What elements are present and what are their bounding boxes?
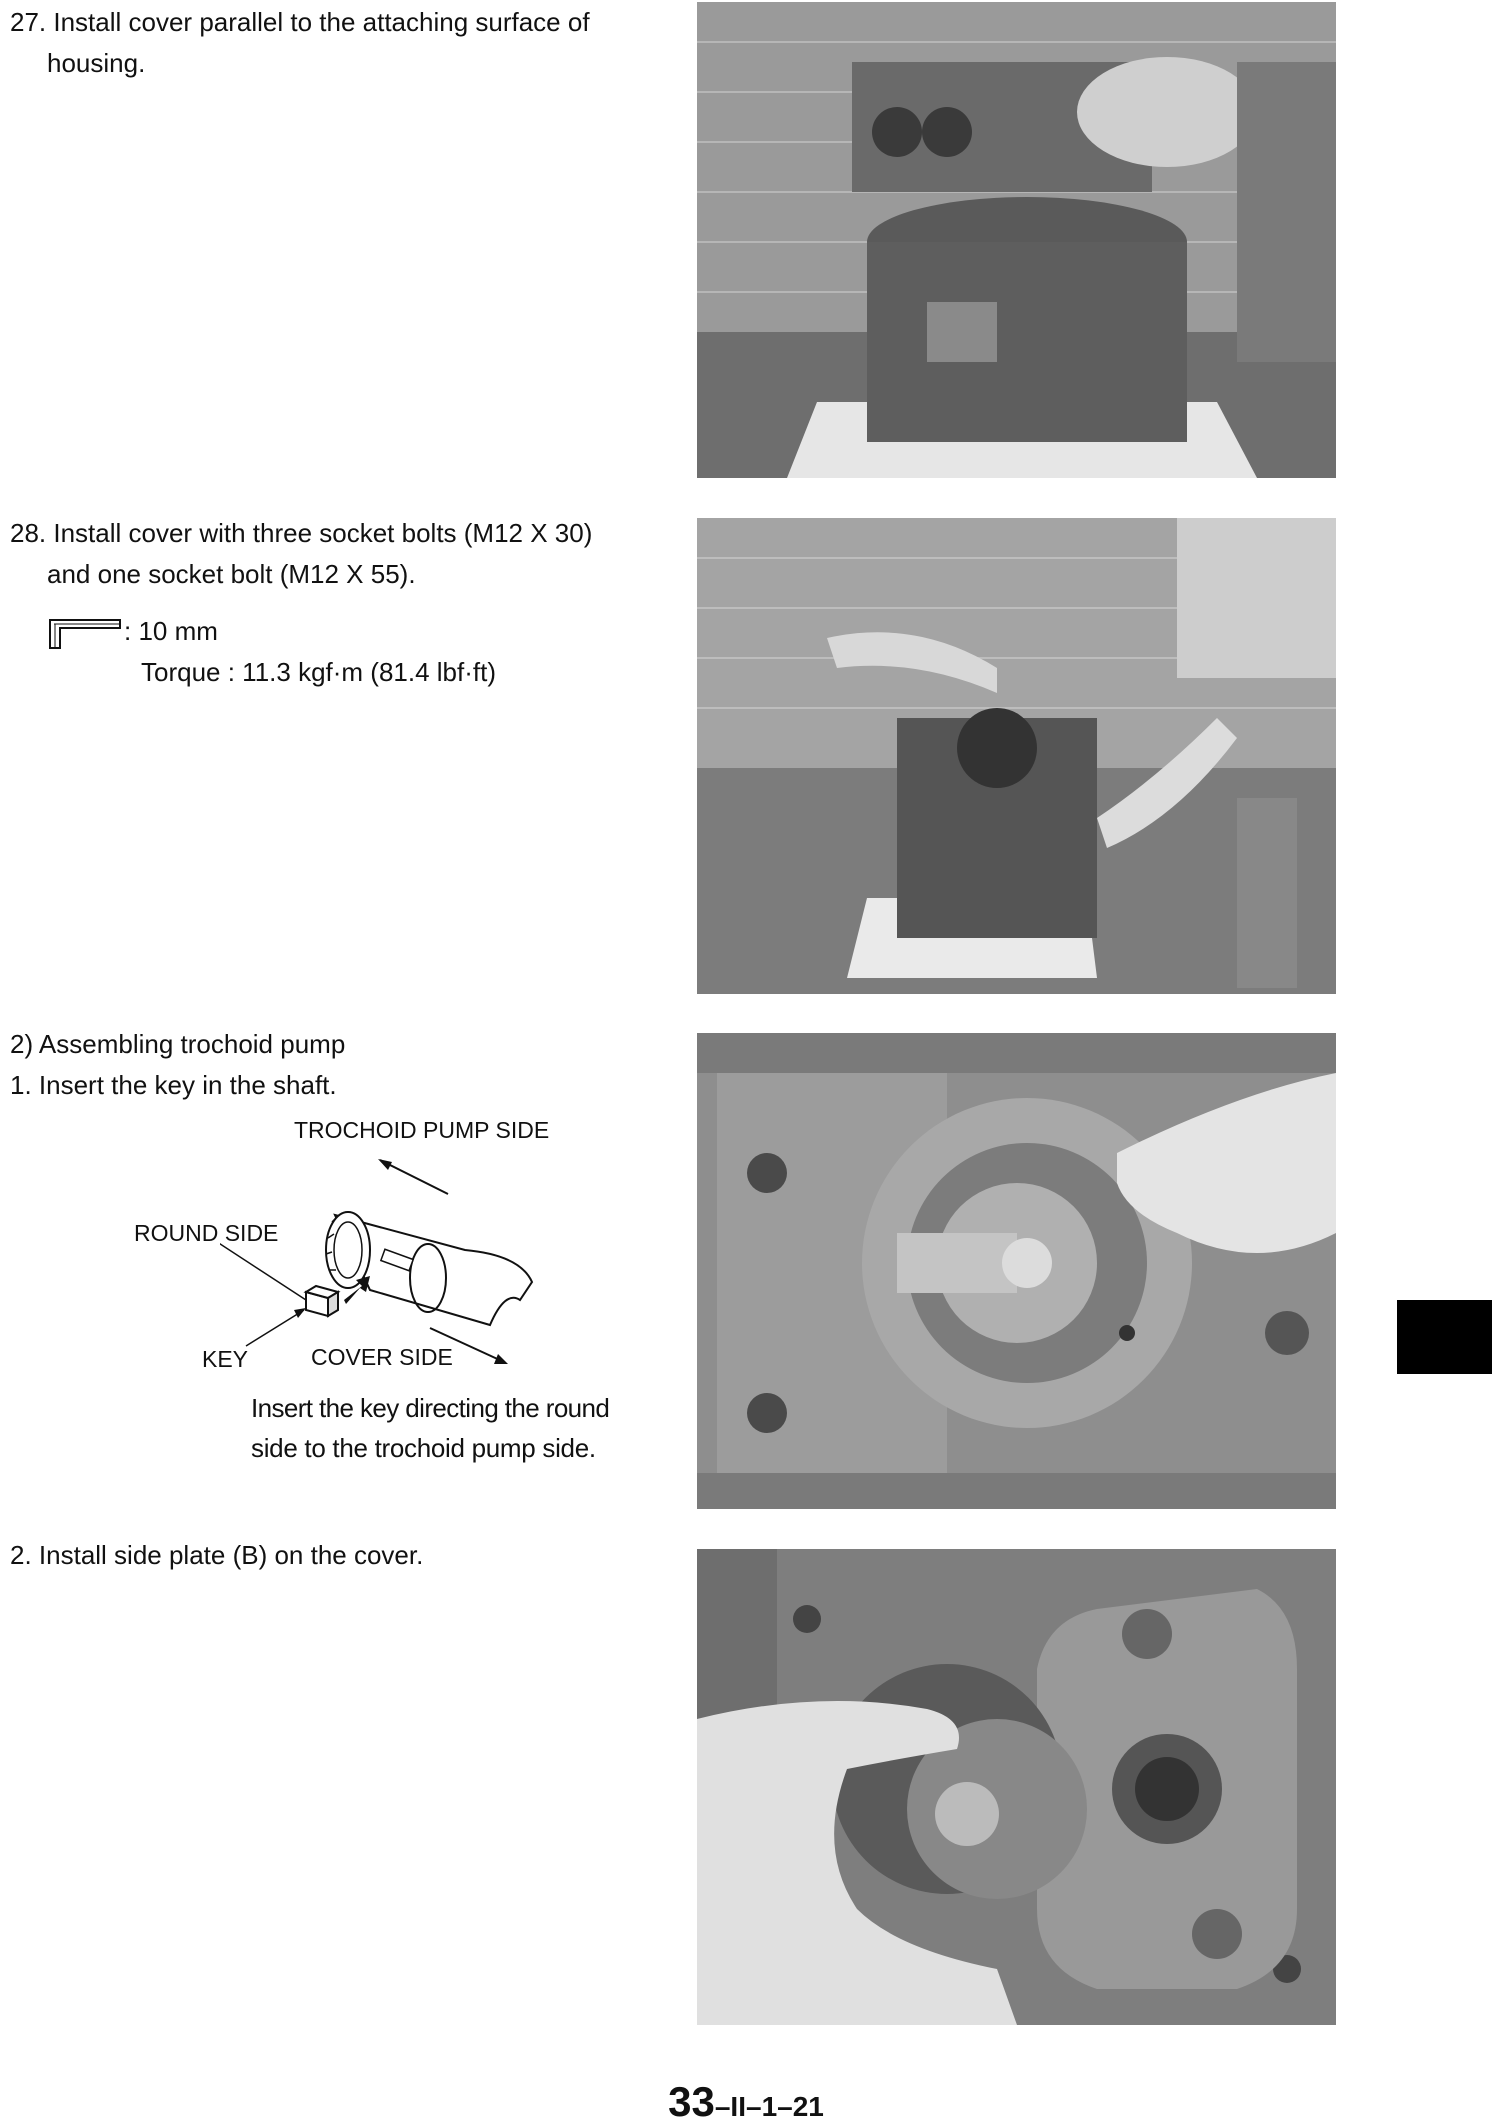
step-28-line1: 28. Install cover with three socket bolts (M12 X 30) <box>10 518 593 548</box>
step-27-line1: 27. Install cover parallel to the attaching surface of <box>10 7 590 37</box>
section-number: 33 <box>668 2078 715 2125</box>
photo-icon <box>697 518 1336 994</box>
key-label: KEY <box>202 1346 249 1372</box>
photo-insert-key-shaft <box>697 1033 1336 1509</box>
key-note-line2: side to the trochoid pump side. <box>251 1433 596 1463</box>
step-27-line2: housing. <box>47 48 146 78</box>
cover-side-label: COVER SIDE <box>311 1344 453 1370</box>
photo-install-socket-bolts <box>697 518 1336 994</box>
trochoid-step-1: 1. Insert the key in the shaft. <box>10 1070 337 1100</box>
key-note-line1: Insert the key directing the round <box>251 1393 610 1423</box>
trochoid-pump-side-label: TROCHOID PUMP SIDE <box>294 1117 550 1143</box>
section-thumb-tab <box>1397 1300 1492 1374</box>
round-side-label: ROUND SIDE <box>134 1220 279 1246</box>
page-number <box>0 2078 1492 2126</box>
torque-spec: Torque : 11.3 kgf·m (81.4 lbf·ft) <box>141 657 496 687</box>
trochoid-heading: 2) Assembling trochoid pump <box>10 1029 346 1059</box>
photo-icon <box>697 1549 1336 2025</box>
photo-install-side-plate <box>697 1549 1336 2025</box>
photo-pump-cover-parallel <box>697 2 1336 478</box>
photo-icon <box>697 1033 1336 1509</box>
hex-wrench-icon <box>46 614 124 654</box>
step-28-line2: and one socket bolt (M12 X 55). <box>47 559 416 589</box>
photo-icon <box>697 2 1336 478</box>
shaft-key-diagram <box>220 1150 550 1370</box>
page-index: –II–1–21 <box>714 2091 824 2122</box>
trochoid-step-2: 2. Install side plate (B) on the cover. <box>10 1540 424 1570</box>
cover-direction-arrow <box>430 1328 504 1362</box>
tool-size: : 10 mm <box>124 616 218 646</box>
